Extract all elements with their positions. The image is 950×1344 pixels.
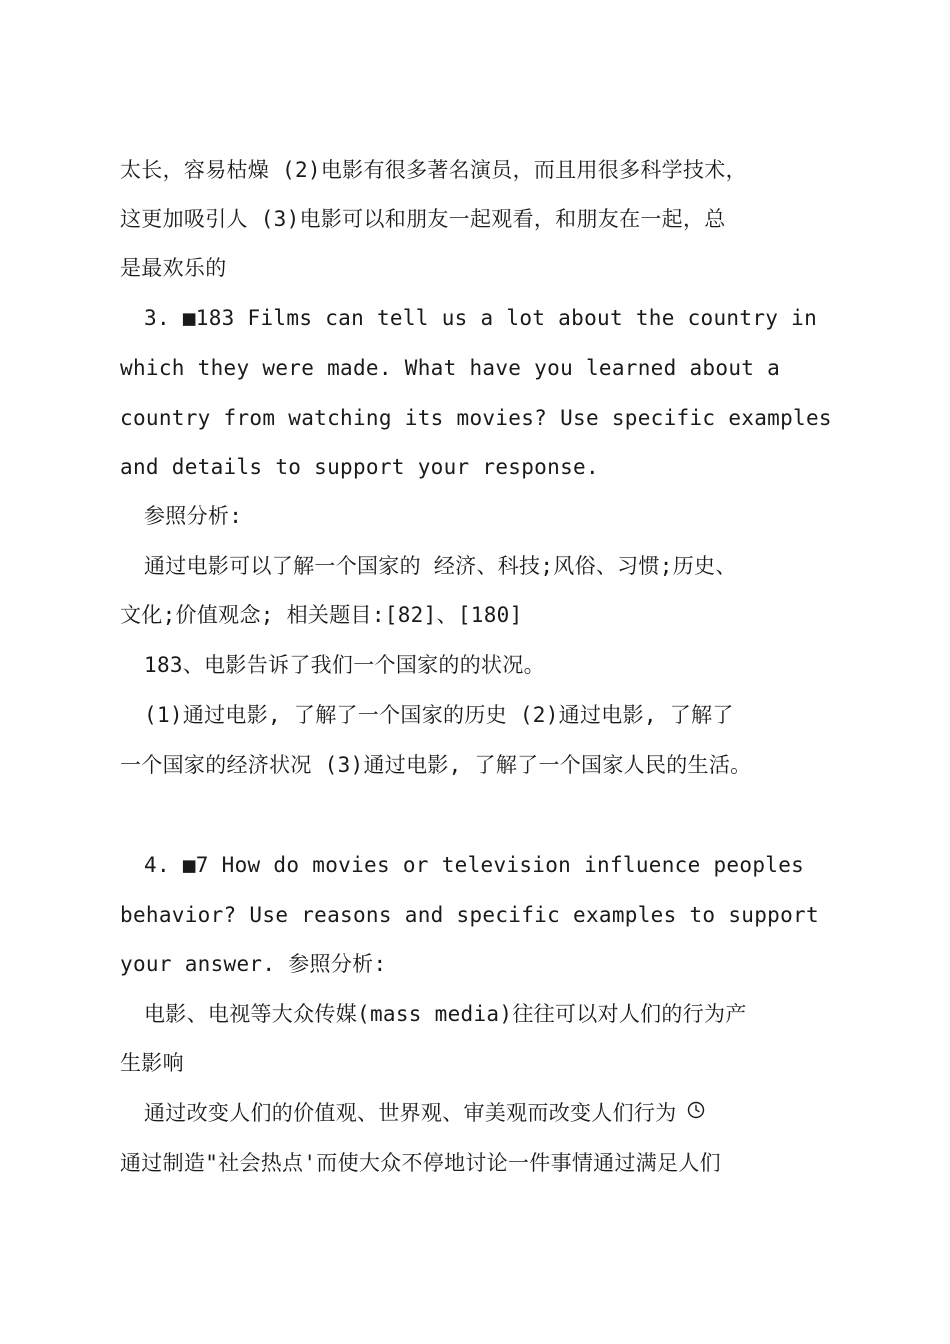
analysis-4-line-1: 电影、电视等大众传媒(mass media)往往可以对人们的行为产 xyxy=(144,1002,747,1026)
question-4-line-2: behavior? Use reasons and specific examples to support xyxy=(120,903,819,927)
question-3-line-2: which they were made. What have you learned about a xyxy=(120,356,781,380)
analysis-4-line-2: 生影响 xyxy=(120,1051,184,1075)
clock-icon xyxy=(687,1096,705,1128)
analysis-4-line-3-text: 通过改变人们的价值观、世界观、审美观而改变人们行为 xyxy=(144,1101,677,1125)
text-line-2: 这更加吸引人 (3)电影可以和朋友一起观看，和朋友在一起，总 xyxy=(120,207,726,231)
analysis-heading: 参照分析: xyxy=(144,504,243,528)
analysis-line-2: 文化;价值观念; 相关题目:[82]、[180] xyxy=(120,603,523,627)
analysis-4-line-3 xyxy=(144,1097,705,1129)
text-line-1: 太长，容易枯燥 (2)电影有很多著名演员，而且用很多科学技术， xyxy=(120,158,747,182)
question-4-line-1: 4. ■7 How do movies or television influence peoples xyxy=(144,853,805,877)
question-4-line-3: your answer. 参照分析: xyxy=(120,952,387,976)
text-line-3: 是最欢乐的 xyxy=(120,256,227,280)
analysis-line-4: (1)通过电影, 了解了一个国家的历史 (2)通过电影, 了解了 xyxy=(144,703,734,727)
analysis-4-line-4: 通过制造"社会热点'而使大众不停地讨论一件事情通过满足人们 xyxy=(120,1151,721,1175)
question-3-line-4: and details to support your response. xyxy=(120,455,599,479)
analysis-line-5: 一个国家的经济状况 (3)通过电影, 了解了一个国家人民的生活。 xyxy=(120,753,752,777)
question-3-line-1: 3. ■183 Films can tell us a lot about the country in xyxy=(144,306,818,330)
analysis-line-1: 通过电影可以了解一个国家的 经济、科技;风俗、习惯;历史、 xyxy=(144,554,737,578)
analysis-line-3: 183、电影告诉了我们一个国家的的状况。 xyxy=(144,653,545,677)
question-3-line-3: country from watching its movies? Use specific examples xyxy=(120,406,832,430)
